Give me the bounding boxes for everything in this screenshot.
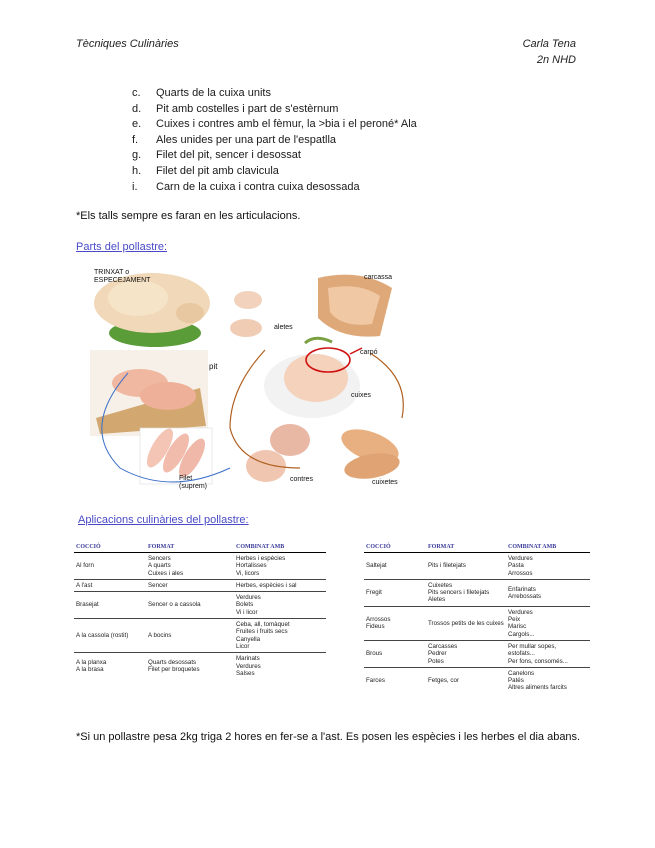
list-marker: g. [132, 149, 142, 162]
table-cell: Herbes i espècies Hortalisses Vi, licors [234, 553, 326, 580]
label-cuixes: cuixes [351, 392, 371, 399]
label-carpo: carpó [360, 349, 378, 356]
table-row [364, 606, 590, 640]
list-text: Filet del pit amb clavicula [156, 164, 279, 177]
table-row [74, 619, 326, 653]
wings-image [230, 291, 262, 337]
cooking-table-left [74, 543, 326, 679]
table-cell: A la cassola (rostit) [74, 619, 146, 653]
label-carcassa: carcassa [364, 274, 393, 281]
table-cell: A bocins [146, 619, 234, 653]
table-cell: Per mullar sopes, estofats... Per fons, consomés... [506, 640, 590, 667]
cuts-list [132, 86, 417, 195]
label-trinxat: TRINXAT o ESPECEJAMENT [94, 269, 151, 284]
table-cell: Canelons Patés Altres aliments farcits [508, 669, 567, 692]
table-row [364, 553, 590, 580]
table-cell: A la planxa A la brasa [76, 658, 107, 674]
table-cell: Verdures Peix Marisc Cargols... [506, 606, 590, 640]
table-cell: Ceba, all, tomàquet Fruites i fruits secs Canyella Licor [234, 619, 326, 653]
breast-image [90, 350, 208, 436]
list-text: Ales unides per una part de l'espatlla [156, 133, 337, 146]
table-header: COCCIÓ [364, 543, 426, 553]
list-item [132, 86, 417, 102]
table-cell: A l'ast [74, 579, 146, 591]
list-marker: i. [132, 180, 138, 193]
table-cell: Brous [364, 640, 426, 667]
thigh-plate-image [264, 338, 362, 418]
table-row [364, 667, 590, 693]
list-text: Filet del pit, sencer i desossat [156, 149, 301, 162]
document-header-title: Tècniques Culinàries [76, 38, 179, 50]
table-header: FORMAT [146, 543, 234, 553]
list-marker: c. [132, 87, 141, 99]
table-cell: Herbes, espècies i sal [234, 579, 326, 591]
table-cell: Sencers A quarts Cuixes i ales [146, 553, 234, 580]
author-name: Carla Tena [522, 38, 576, 50]
table-cell: Marinats Verdures Salses [236, 655, 261, 677]
table-row [74, 592, 326, 619]
table-cell: Arrossos Fideus [364, 606, 426, 640]
table-cell: Carcasses Pedrer Potes [426, 640, 506, 667]
table-cell: Farces [366, 677, 385, 685]
list-marker: h. [132, 164, 142, 177]
table-cell: Trossos petits de les cuixes [426, 606, 506, 640]
list-item [132, 117, 417, 133]
table-cell: Al forn [74, 553, 146, 580]
section-heading-parts: Parts del pollastre: [76, 241, 168, 253]
table-cell: Pits i filetejats [426, 553, 506, 580]
table-row [74, 553, 326, 580]
table-row [74, 579, 326, 591]
table-header: COMBINAT AMB [234, 543, 326, 553]
table-cell: Verdures Pasta Arrossos [506, 553, 590, 580]
list-item [132, 164, 417, 180]
list-marker: e. [132, 118, 142, 131]
table-cell: Sencer [146, 579, 234, 591]
list-marker: f. [132, 133, 139, 146]
table-cell: Brasejat [74, 592, 146, 619]
table-cell: Enfarinats Arrebossats [506, 579, 590, 606]
table-cell: Quarts desossats Filet per broquetes [148, 658, 200, 674]
table-row [364, 640, 590, 667]
table-cell: Sencer o a cassola [146, 592, 234, 619]
roasting-note: *Si un pollastre pesa 2kg triga 2 hores en fer-se a l'ast. Es posen les espècies i les herbes el dia abans. [76, 731, 581, 743]
table-cell: Verdures Bolets Vi i licor [234, 592, 326, 619]
list-text: Pit amb costelles i part de s'estèrnum [156, 102, 339, 115]
carcass-image [318, 275, 392, 337]
course-label: 2n NHD [536, 54, 576, 66]
list-text: Cuixes i contres amb el fèmur, la >bia i el peroné* Ala [156, 118, 417, 131]
list-item [132, 102, 417, 118]
label-contres: contres [290, 476, 313, 483]
list-item [132, 133, 417, 149]
table-cell: Fetges, cor [428, 677, 459, 685]
list-item [132, 180, 417, 196]
chicken-parts-figure [80, 258, 420, 498]
table-cell: Fregit [364, 579, 426, 606]
table-cell: Saltejat [364, 553, 426, 580]
cooking-table-right [364, 543, 590, 694]
table-row [74, 653, 326, 679]
label-filet: Filet (suprem) [179, 475, 208, 490]
drumsticks-image [337, 423, 403, 483]
label-aletes: aletes [274, 324, 293, 331]
contres-image [246, 424, 310, 482]
table-cell: Cuixetes Pits sencers i filetejats Aletes [426, 579, 506, 606]
list-marker: d. [132, 102, 142, 115]
connector-arc [370, 353, 403, 418]
list-text: Carn de la cuixa i contra cuixa desossada [156, 180, 360, 193]
label-pit: pit [209, 362, 218, 371]
label-cuixetes: cuixetes [372, 479, 398, 486]
list-text: Quarts de la cuixa units [156, 87, 271, 99]
table-header: COMBINAT AMB [506, 543, 590, 553]
table-header: FORMAT [426, 543, 506, 553]
section-heading-applications: Aplicacions culinàries del pollastre: [78, 514, 249, 526]
cuts-note: *Els talls sempre es faran en les articulacions. [76, 210, 301, 222]
list-item [132, 148, 417, 164]
table-row [364, 579, 590, 606]
table-header: COCCIÓ [74, 543, 146, 553]
